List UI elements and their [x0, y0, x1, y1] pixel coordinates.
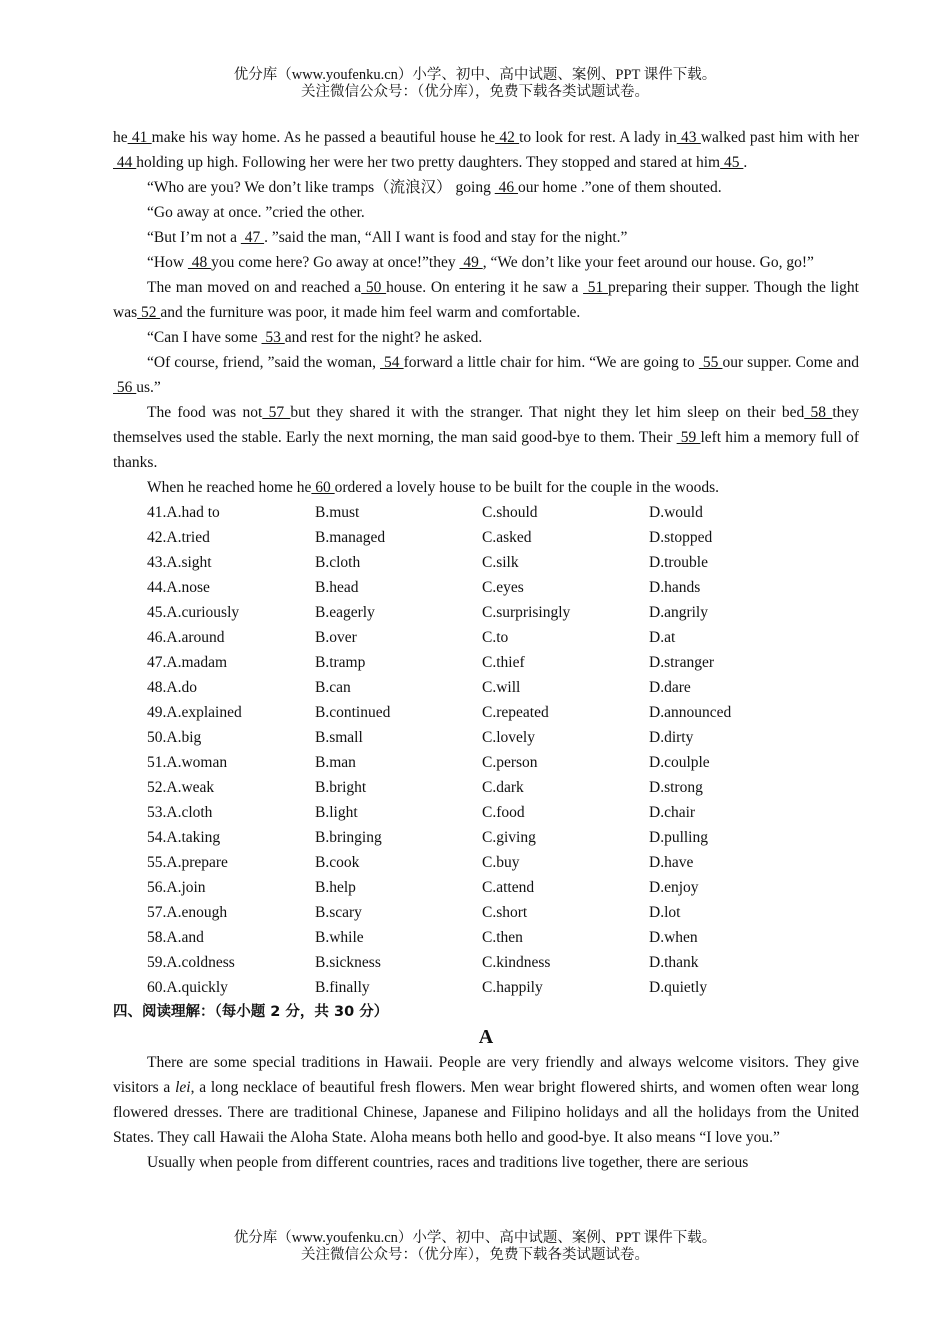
- option-row: [113, 725, 859, 750]
- option-a: 42.A.tried: [147, 529, 210, 546]
- option-a: 56.A.join: [147, 879, 206, 896]
- option-row: [113, 950, 859, 975]
- option-a: 60.A.quickly: [147, 979, 228, 996]
- reading-paragraph-2: Usually when people from different countries, races and traditions live together, there are serious: [147, 1154, 749, 1171]
- passage-paragraph-2: “Who are you? We don’t like tramps（流浪汉） going 46 our home .”one of them shouted.: [147, 179, 722, 196]
- option-row: [113, 750, 859, 775]
- blank-48: 48: [187, 254, 212, 271]
- option-b: B.man: [315, 754, 356, 771]
- option-c: C.food: [482, 804, 525, 821]
- option-c: C.surprisingly: [482, 604, 571, 621]
- option-c: C.will: [482, 679, 521, 696]
- option-d: D.quietly: [649, 979, 708, 996]
- passage-paragraph-8: “Of course, friend, ”said the woman, 54 forward a little chair for him. “We are going to 55 our supper. Come and 56 us.”: [113, 354, 859, 396]
- option-c: C.lovely: [482, 729, 535, 746]
- option-c: C.to: [482, 629, 509, 646]
- blank-60: 60: [311, 479, 335, 496]
- option-b: B.bright: [315, 779, 367, 796]
- option-row: [113, 900, 859, 925]
- option-b: B.light: [315, 804, 358, 821]
- blank-55: 55: [698, 354, 723, 371]
- header-line-2: 关注微信公众号：（优分库），免费下载各类试题试卷。: [301, 84, 649, 100]
- option-b: B.cook: [315, 854, 360, 871]
- option-a: 46.A.around: [147, 629, 225, 646]
- option-row: [113, 800, 859, 825]
- option-a: 41.A.had to: [147, 504, 220, 521]
- page-header: [0, 67, 950, 101]
- option-d: D.dirty: [649, 729, 694, 746]
- option-row: [113, 625, 859, 650]
- blank-53: 53: [261, 329, 285, 346]
- section-heading: 四、阅读理解：（每小题 2 分，共 30 分）: [113, 1004, 389, 1020]
- option-c: C.giving: [482, 829, 536, 846]
- option-a: 47.A.madam: [147, 654, 228, 671]
- option-a: 43.A.sight: [147, 554, 212, 571]
- passage-paragraph-10: When he reached home he 60 ordered a lovely house to be built for the couple in the woods.: [147, 479, 720, 496]
- blank-47: 47: [240, 229, 265, 246]
- option-row: [113, 525, 859, 550]
- option-b: B.tramp: [315, 654, 366, 671]
- passage-paragraph-1: he 41 make his way home. As he passed a beautiful house he 42 to look for rest. A lady in 43 walked past him with her 44 holding up high. Following her were her two pretty daughters. They stopped and stared at him 45 .: [113, 129, 860, 171]
- option-d: D.at: [649, 629, 676, 646]
- option-b: B.while: [315, 929, 364, 946]
- option-row: [113, 550, 859, 575]
- option-b: B.finally: [315, 979, 370, 996]
- option-row: [113, 775, 859, 800]
- option-d: D.have: [649, 854, 694, 871]
- option-d: D.chair: [649, 804, 696, 821]
- option-d: D.pulling: [649, 829, 708, 846]
- italic-word: lei: [175, 1079, 191, 1096]
- option-a: 51.A.woman: [147, 754, 228, 771]
- option-a: 55.A.prepare: [147, 854, 228, 871]
- blank-52: 52: [137, 304, 161, 321]
- option-a: 45.A.curiously: [147, 604, 240, 621]
- option-row: [113, 875, 859, 900]
- option-c: C.eyes: [482, 579, 524, 596]
- option-a: 57.A.enough: [147, 904, 228, 921]
- option-c: C.short: [482, 904, 528, 921]
- option-b: B.help: [315, 879, 356, 896]
- option-d: D.trouble: [649, 554, 708, 571]
- option-c: C.should: [482, 504, 538, 521]
- option-b: B.bringing: [315, 829, 382, 846]
- option-d: D.stranger: [649, 654, 714, 671]
- passage-paragraph-4: “But I’m not a 47 . ”said the man, “All I want is food and stay for the night.”: [147, 229, 628, 246]
- blank-42: 42: [495, 129, 520, 146]
- option-d: D.strong: [649, 779, 703, 796]
- document-body: [113, 125, 859, 1175]
- option-row: [113, 975, 859, 1000]
- option-d: D.dare: [649, 679, 691, 696]
- option-c: C.then: [482, 929, 523, 946]
- blank-56: 56: [113, 379, 137, 396]
- page-footer: [0, 1230, 950, 1264]
- option-row: [113, 825, 859, 850]
- option-c: C.kindness: [482, 954, 551, 971]
- option-b: B.eagerly: [315, 604, 375, 621]
- blank-50: 50: [361, 279, 387, 296]
- option-d: D.hands: [649, 579, 701, 596]
- option-b: B.head: [315, 579, 359, 596]
- option-a: 58.A.and: [147, 929, 204, 946]
- option-b: B.must: [315, 504, 360, 521]
- option-row: [113, 925, 859, 950]
- option-b: B.over: [315, 629, 357, 646]
- option-a: 50.A.big: [147, 729, 202, 746]
- option-a: 48.A.do: [147, 679, 197, 696]
- option-d: D.enjoy: [649, 879, 699, 896]
- option-c: C.person: [482, 754, 538, 771]
- option-row: [113, 850, 859, 875]
- option-row: [113, 650, 859, 675]
- option-a: 49.A.explained: [147, 704, 242, 721]
- option-c: C.buy: [482, 854, 520, 871]
- option-c: C.happily: [482, 979, 543, 996]
- option-d: D.when: [649, 929, 698, 946]
- option-d: D.would: [649, 504, 703, 521]
- option-d: D.coulple: [649, 754, 710, 771]
- blank-44: 44: [113, 154, 137, 171]
- option-c: C.dark: [482, 779, 524, 796]
- blank-49: 49: [459, 254, 483, 271]
- passage-paragraph-6: The man moved on and reached a 50 house. On entering it he saw a 51 preparing their supper. Though the light was 52 and the furniture was poor, it made him feel warm and comfortable.: [113, 279, 859, 321]
- option-row: [113, 575, 859, 600]
- option-b: B.cloth: [315, 554, 361, 571]
- option-row: [113, 600, 859, 625]
- option-b: B.can: [315, 679, 351, 696]
- option-d: D.announced: [649, 704, 732, 721]
- passage-paragraph-9: The food was not 57 but they shared it with the stranger. That night they let him sleep on their bed 58 they themselves used the stable. Early the next morning, the man said good-bye to them. Their 59 left him a memory full of thanks.: [113, 404, 860, 471]
- option-d: D.thank: [649, 954, 699, 971]
- blank-54: 54: [380, 354, 404, 371]
- option-a: 54.A.taking: [147, 829, 221, 846]
- option-c: C.thief: [482, 654, 525, 671]
- option-b: B.continued: [315, 704, 391, 721]
- blank-58: 58: [804, 404, 833, 421]
- option-d: D.lot: [649, 904, 681, 921]
- header-line-1: 优分库（www.youfenku.cn）小学、初中、高中试题、案例、PPT 课件下载。: [233, 67, 717, 83]
- option-a: 59.A.coldness: [147, 954, 235, 971]
- blank-59: 59: [676, 429, 701, 446]
- passage-paragraph-7: “Can I have some 53 and rest for the night? he asked.: [147, 329, 483, 346]
- footer-line-1: 优分库（www.youfenku.cn）小学、初中、高中试题、案例、PPT 课件下载。: [233, 1230, 717, 1246]
- footer-line-2: 关注微信公众号：（优分库），免费下载各类试题试卷。: [301, 1247, 649, 1263]
- blank-45: 45: [720, 154, 744, 171]
- passage-paragraph-3: “Go away at once. ”cried the other.: [147, 204, 365, 221]
- option-c: C.silk: [482, 554, 519, 571]
- option-row: [113, 500, 859, 525]
- blank-43: 43: [676, 129, 701, 146]
- option-b: B.managed: [315, 529, 386, 546]
- blank-51: 51: [583, 279, 608, 296]
- option-c: C.attend: [482, 879, 535, 896]
- option-row: [113, 700, 859, 725]
- passage-title: A: [478, 1026, 494, 1048]
- passage-paragraph-5: “How 48 you come here? Go away at once!”they 49 , “We don’t like your feet around our house. Go, go!”: [147, 254, 814, 271]
- blank-46: 46: [494, 179, 518, 196]
- option-a: 52.A.weak: [147, 779, 215, 796]
- option-c: C.asked: [482, 529, 532, 546]
- blank-57: 57: [262, 404, 291, 421]
- answer-options-table: [113, 500, 859, 1000]
- option-b: B.small: [315, 729, 363, 746]
- reading-paragraph-1: There are some special traditions in Hawaii. People are very friendly and always welcome visitors. They give visitors a lei, a long necklace of beautiful fresh flowers. Men wear bright flowered shirts, and women often wear long flowered dresses. There are traditional Chinese, Japanese and Filipino holidays and all the holidays from the United States. They call Hawaii the Aloha State. Aloha means both hello and good-bye. It also means “I love you.”: [113, 1054, 859, 1146]
- blank-41: 41: [127, 129, 152, 146]
- option-c: C.repeated: [482, 704, 549, 721]
- option-b: B.scary: [315, 904, 362, 921]
- option-a: 53.A.cloth: [147, 804, 213, 821]
- option-row: [113, 675, 859, 700]
- option-d: D.stopped: [649, 529, 713, 546]
- option-a: 44.A.nose: [147, 579, 210, 596]
- option-d: D.angrily: [649, 604, 708, 621]
- option-b: B.sickness: [315, 954, 381, 971]
